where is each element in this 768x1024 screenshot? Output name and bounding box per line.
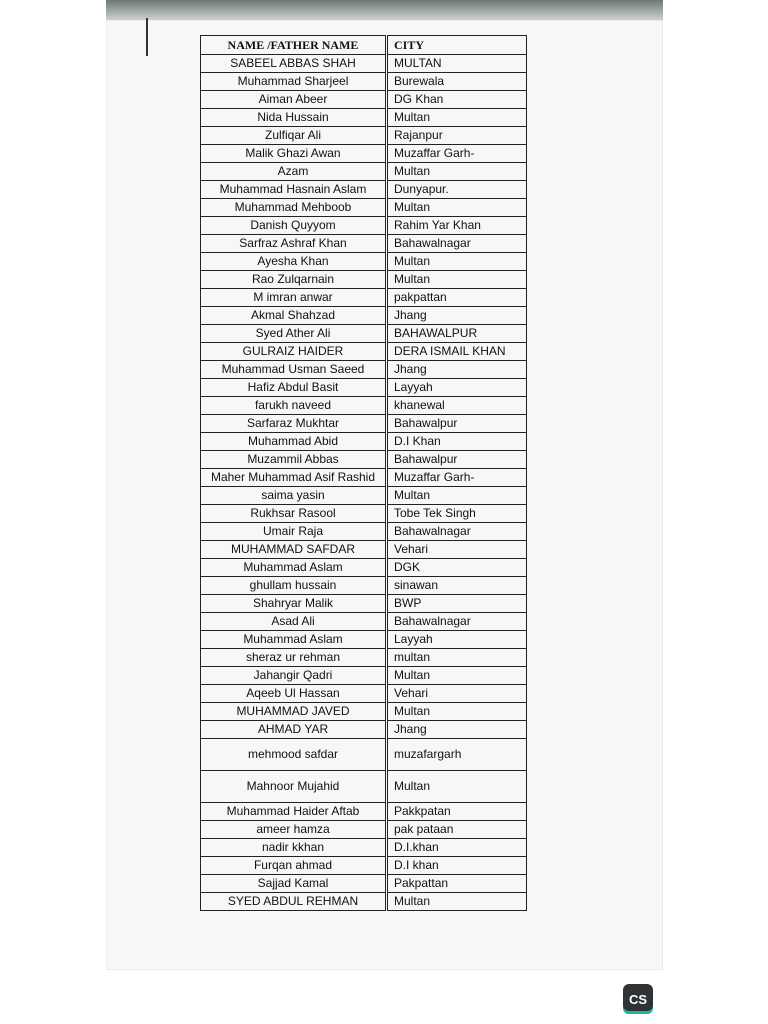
person-name-cell: Muhammad Mehboob [201, 199, 387, 217]
city-cell: Multan [387, 253, 527, 271]
table-row [201, 109, 527, 127]
city-cell: D.I.khan [387, 839, 527, 857]
person-name-cell: Sarfraz Ashraf Khan [201, 235, 387, 253]
city-cell: DGK [387, 559, 527, 577]
table-row [201, 199, 527, 217]
city-cell: Vehari [387, 685, 527, 703]
person-name-cell: Muhammad Abid [201, 433, 387, 451]
person-name-cell: Syed Ather Ali [201, 325, 387, 343]
table-row [201, 163, 527, 181]
table-row [201, 415, 527, 433]
person-name-cell: Sarfaraz Mukhtar [201, 415, 387, 433]
city-cell: sinawan [387, 577, 527, 595]
person-name-cell: Aiman Abeer [201, 91, 387, 109]
person-name-cell: Muhammad Aslam [201, 631, 387, 649]
badge-text: CS [628, 992, 648, 1006]
table-row [201, 613, 527, 631]
city-cell: Burewala [387, 73, 527, 91]
city-cell: Layyah [387, 379, 527, 397]
table-row [201, 893, 527, 911]
table-row [201, 577, 527, 595]
table-row [201, 307, 527, 325]
table-row [201, 91, 527, 109]
table-row [201, 631, 527, 649]
table-row [201, 325, 527, 343]
table-row [201, 685, 527, 703]
table-row [201, 469, 527, 487]
city-cell: Vehari [387, 541, 527, 559]
person-name-cell: Muzammil Abbas [201, 451, 387, 469]
city-cell: Multan [387, 487, 527, 505]
person-name-cell: SYED ABDUL REHMAN [201, 893, 387, 911]
table-row [201, 343, 527, 361]
city-cell: Multan [387, 271, 527, 289]
city-cell: Multan [387, 703, 527, 721]
person-name-cell: SABEEL ABBAS SHAH [201, 55, 387, 73]
table-row [201, 379, 527, 397]
table-row [201, 821, 527, 839]
city-cell: Multan [387, 163, 527, 181]
city-cell: Muzaffar Garh- [387, 469, 527, 487]
city-cell: Dunyapur. [387, 181, 527, 199]
table-row [201, 739, 527, 771]
table-row [201, 397, 527, 415]
table-row [201, 803, 527, 821]
city-cell: Bahawalpur [387, 451, 527, 469]
city-cell: pakpattan [387, 289, 527, 307]
person-name-cell: Hafiz Abdul Basit [201, 379, 387, 397]
table-row [201, 667, 527, 685]
person-name-cell: Muhammad Sharjeel [201, 73, 387, 91]
city-cell: DERA ISMAIL KHAN [387, 343, 527, 361]
table-row [201, 541, 527, 559]
cs-logo-glyph [627, 992, 649, 1006]
city-cell: MULTAN [387, 55, 527, 73]
city-cell: multan [387, 649, 527, 667]
city-cell: Rajanpur [387, 127, 527, 145]
city-cell: Bahawalnagar [387, 613, 527, 631]
table-row [201, 127, 527, 145]
table-row [201, 289, 527, 307]
table-row [201, 235, 527, 253]
table-row [201, 253, 527, 271]
person-name-cell: mehmood safdar [201, 739, 387, 771]
city-cell: Multan [387, 109, 527, 127]
person-name-cell: Umair Raja [201, 523, 387, 541]
table-row [201, 595, 527, 613]
person-name-cell: Sajjad Kamal [201, 875, 387, 893]
table-row [201, 361, 527, 379]
person-name-cell: Nida Hussain [201, 109, 387, 127]
person-name-cell: AHMAD YAR [201, 721, 387, 739]
table-row [201, 703, 527, 721]
table-row [201, 145, 527, 163]
table-row [201, 721, 527, 739]
table-row [201, 649, 527, 667]
table-row [201, 181, 527, 199]
city-cell: Multan [387, 667, 527, 685]
person-name-cell: Aqeeb Ul Hassan [201, 685, 387, 703]
table-row [201, 271, 527, 289]
person-name-cell: Rao Zulqarnain [201, 271, 387, 289]
table-row [201, 217, 527, 235]
roster-body [201, 55, 527, 911]
person-name-cell: Muhammad Aslam [201, 559, 387, 577]
table-row [201, 839, 527, 857]
person-name-cell: nadir kkhan [201, 839, 387, 857]
city-cell: Jhang [387, 721, 527, 739]
person-name-cell: Maher Muhammad Asif Rashid [201, 469, 387, 487]
person-name-cell: MUHAMMAD JAVED [201, 703, 387, 721]
city-cell: Bahawalnagar [387, 523, 527, 541]
table-row [201, 875, 527, 893]
table-row [201, 523, 527, 541]
city-cell: Jhang [387, 361, 527, 379]
city-cell: Multan [387, 893, 527, 911]
person-name-cell: M imran anwar [201, 289, 387, 307]
person-name-cell: ameer hamza [201, 821, 387, 839]
person-name-cell: Shahryar Malik [201, 595, 387, 613]
person-name-cell: Muhammad Hasnain Aslam [201, 181, 387, 199]
table-row [201, 487, 527, 505]
city-cell: muzafargarh [387, 739, 527, 771]
person-name-cell: Jahangir Qadri [201, 667, 387, 685]
person-name-cell: Ayesha Khan [201, 253, 387, 271]
city-cell: Multan [387, 771, 527, 803]
person-name-cell: GULRAIZ HAIDER [201, 343, 387, 361]
person-name-cell: farukh naveed [201, 397, 387, 415]
city-cell: Tobe Tek Singh [387, 505, 527, 523]
city-cell: Pakkpatan [387, 803, 527, 821]
city-cell: pak pataan [387, 821, 527, 839]
person-name-cell: Akmal Shahzad [201, 307, 387, 325]
city-cell: Pakpattan [387, 875, 527, 893]
table-row [201, 451, 527, 469]
pen-mark [146, 18, 148, 56]
person-name-cell: Muhammad Usman Saeed [201, 361, 387, 379]
person-name-cell: Furqan ahmad [201, 857, 387, 875]
person-name-cell: Muhammad Haider Aftab [201, 803, 387, 821]
city-cell: BWP [387, 595, 527, 613]
camscanner-icon [623, 984, 653, 1014]
table-header-row [201, 36, 527, 55]
person-name-cell: Malik Ghazi Awan [201, 145, 387, 163]
person-name-cell: ghullam hussain [201, 577, 387, 595]
city-cell: DG Khan [387, 91, 527, 109]
city-cell: khanewal [387, 397, 527, 415]
city-cell: D.I Khan [387, 433, 527, 451]
person-name-cell: Azam [201, 163, 387, 181]
table-row [201, 857, 527, 875]
city-cell: Muzaffar Garh- [387, 145, 527, 163]
person-name-cell: Danish Quyyom [201, 217, 387, 235]
table-row [201, 433, 527, 451]
city-cell: Multan [387, 199, 527, 217]
table-row [201, 505, 527, 523]
person-name-cell: Rukhsar Rasool [201, 505, 387, 523]
table-row [201, 73, 527, 91]
city-cell: Jhang [387, 307, 527, 325]
name-column-header: NAME /FATHER NAME [201, 36, 387, 55]
person-name-cell: saima yasin [201, 487, 387, 505]
city-cell: BAHAWALPUR [387, 325, 527, 343]
city-cell: Layyah [387, 631, 527, 649]
city-cell: Rahim Yar Khan [387, 217, 527, 235]
person-name-cell: Mahnoor Mujahid [201, 771, 387, 803]
table-row [201, 559, 527, 577]
person-name-cell: sheraz ur rehman [201, 649, 387, 667]
person-name-cell: Asad Ali [201, 613, 387, 631]
table-row [201, 55, 527, 73]
person-name-cell: MUHAMMAD SAFDAR [201, 541, 387, 559]
city-cell: D.I khan [387, 857, 527, 875]
person-name-cell: Zulfiqar Ali [201, 127, 387, 145]
city-cell: Bahawalnagar [387, 235, 527, 253]
table-row [201, 771, 527, 803]
roster-table [200, 35, 527, 911]
city-cell: Bahawalpur [387, 415, 527, 433]
city-column-header: CITY [387, 36, 527, 55]
